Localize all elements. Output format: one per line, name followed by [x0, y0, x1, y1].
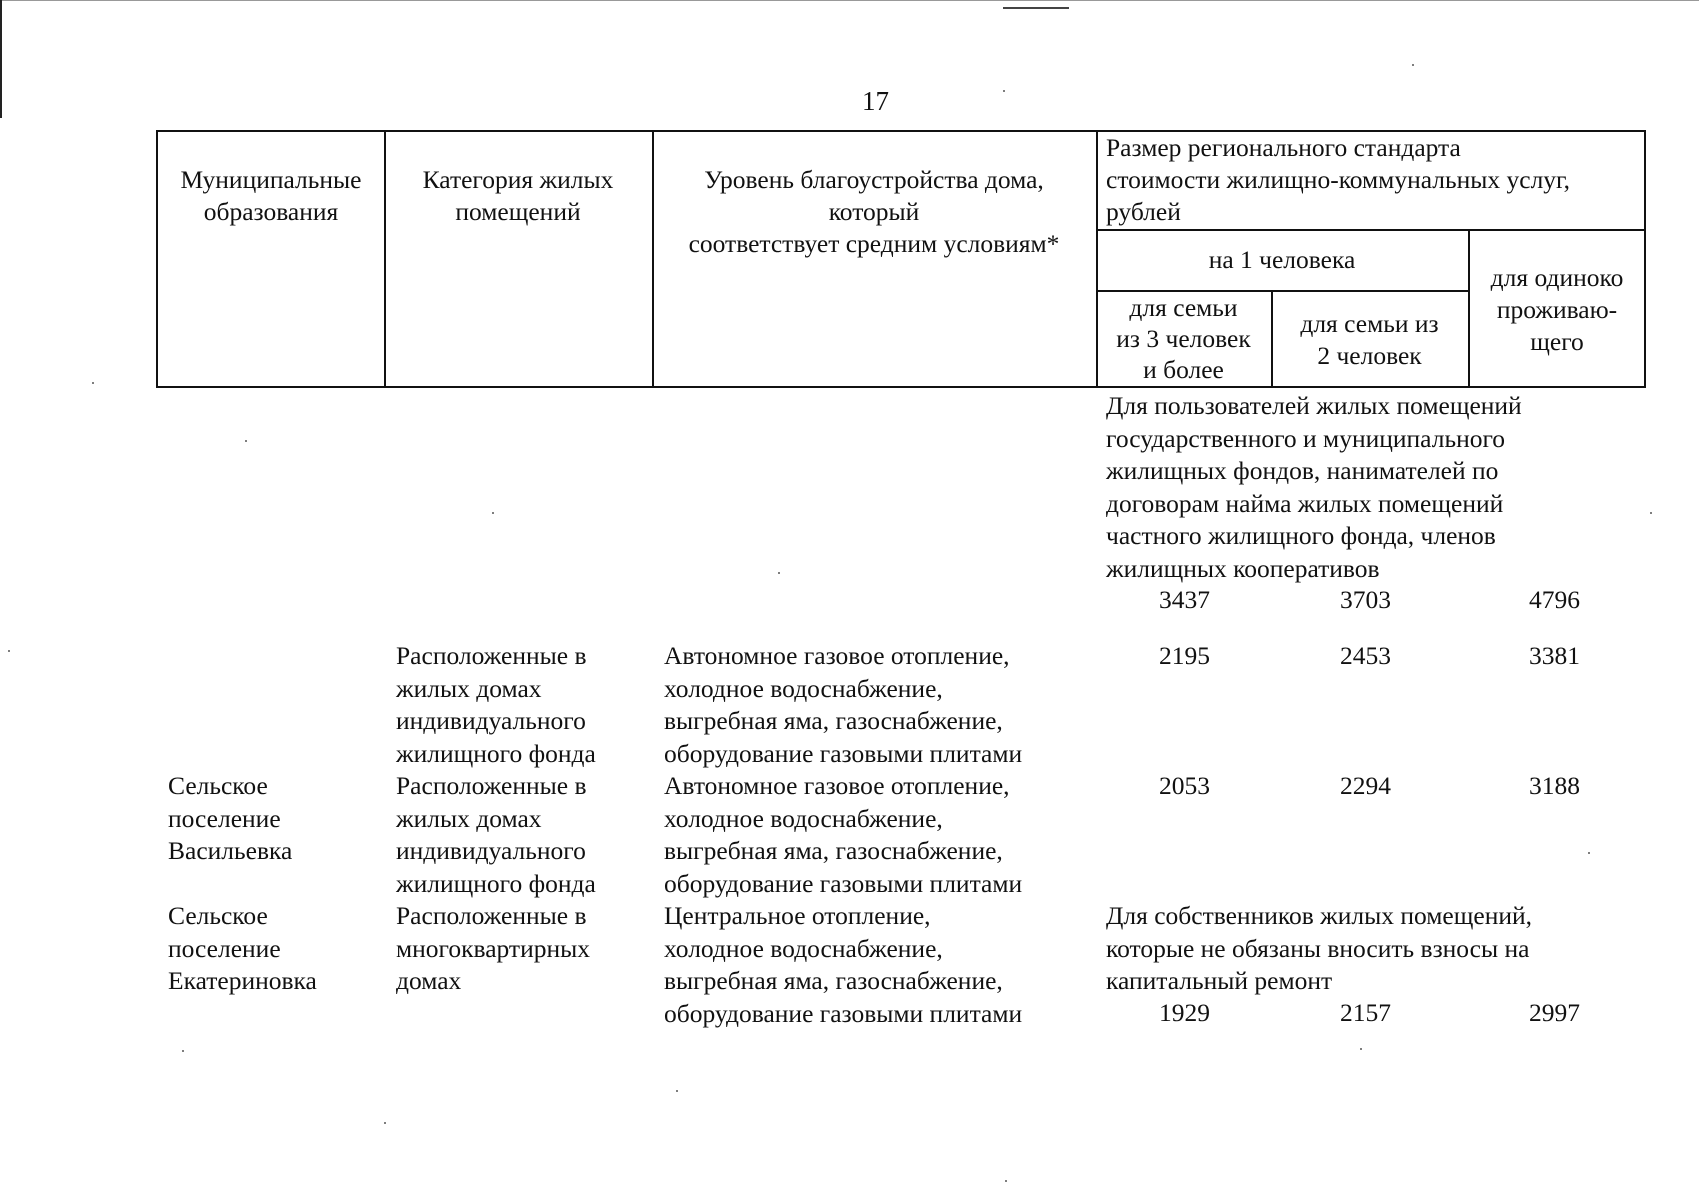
row2-value-family3: 2053: [1159, 771, 1210, 800]
row3-value-family2: 2157: [1340, 998, 1391, 1027]
scan-speck: [92, 382, 94, 384]
scan-top-mark: [1003, 7, 1069, 9]
scan-speck: [778, 572, 780, 574]
row2-value-single: 3188: [1529, 771, 1580, 800]
header-amenities: Уровень благоустройства дома, который соответствует средним условиям*: [688, 165, 1060, 258]
row2-category: Расположенные в жилых домах индивидуального жилищного фонда: [396, 771, 596, 898]
section-caption-owners: Для собственников жилых помещений, которые не обязаны вносить взносы на капитальный ремонт: [1106, 901, 1533, 995]
scan-speck: [1650, 512, 1652, 514]
scan-speck: [245, 440, 247, 442]
scan-speck: [182, 1050, 184, 1052]
row-divider-1: [1096, 229, 1646, 231]
scan-speck: [1412, 64, 1414, 66]
row3-value-single: 2997: [1529, 998, 1580, 1027]
header-family-3: для семьи из 3 человек и более: [1116, 293, 1251, 384]
page-top-edge: [0, 0, 1699, 1]
scan-speck: [8, 650, 10, 652]
row1-value-single: 3381: [1529, 641, 1580, 670]
row3-municipality: Сельское поселение Екатериновка: [168, 901, 317, 995]
scan-speck: [492, 512, 494, 514]
row3-category: Расположенные в многоквартирных домах: [396, 901, 591, 995]
section1-value-family2: 3703: [1340, 585, 1391, 614]
section-caption-tenants: Для пользователей жилых помещений государственного и муниципального жилищных фондов, нанимателей по договорам найма жилых помещений частного жилищного фонда, членов жилищных кооперативов: [1106, 391, 1522, 583]
row1-value-family3: 2195: [1159, 641, 1210, 670]
header-single: для одиноко проживаю- щего: [1490, 263, 1624, 356]
page-number: 17: [862, 86, 889, 116]
row1-category: Расположенные в жилых домах индивидуального жилищного фонда: [396, 641, 596, 768]
header-category: Категория жилых помещений: [422, 165, 614, 226]
section1-value-single: 4796: [1529, 585, 1580, 614]
scan-speck: [384, 1122, 386, 1124]
row1-value-family2: 2453: [1340, 641, 1391, 670]
scan-speck: [1360, 1048, 1362, 1050]
row3-amenities: Центральное отопление, холодное водоснабжение, выгребная яма, газоснабжение, оборудование газовыми плитами: [664, 901, 1023, 1028]
header-per-person: на 1 человека: [1208, 245, 1356, 274]
header-standard-size: Размер регионального стандарта стоимости жилищно-коммунальных услуг, рублей: [1106, 133, 1571, 226]
header-family-2: для семьи из 2 человек: [1300, 309, 1439, 370]
row2-value-family2: 2294: [1340, 771, 1391, 800]
scan-speck: [676, 1090, 678, 1092]
scan-margin-mark: [0, 0, 2, 118]
row1-amenities: Автономное газовое отопление, холодное водоснабжение, выгребная яма, газоснабжение, оборудование газовыми плитами: [664, 641, 1023, 768]
scan-speck: [1005, 1180, 1007, 1182]
row3-value-family3: 1929: [1159, 998, 1210, 1027]
scan-speck: [1003, 90, 1005, 92]
scan-speck: [1588, 852, 1590, 854]
section1-value-family3: 3437: [1159, 585, 1210, 614]
row2-municipality: Сельское поселение Васильевка: [168, 771, 293, 865]
header-municipality: Муниципальные образования: [180, 165, 362, 226]
table-header: [156, 130, 1646, 388]
row2-amenities: Автономное газовое отопление, холодное водоснабжение, выгребная яма, газоснабжение, оборудование газовыми плитами: [664, 771, 1023, 898]
